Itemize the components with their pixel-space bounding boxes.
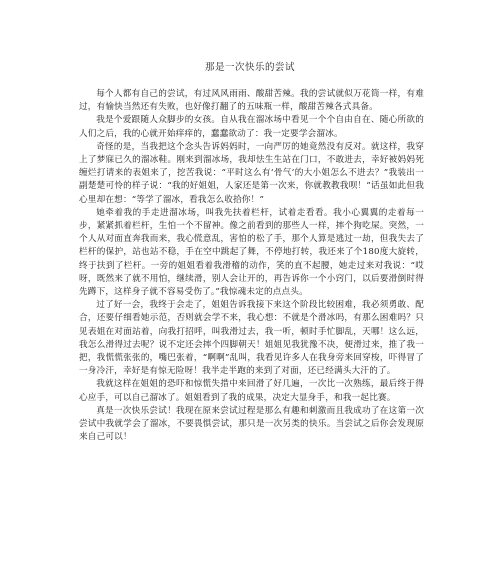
paragraph: 我是个爱跟随人众脚步的女孩。自从我在溜冰场中看见一个个自由自在、随心所欲的人们之后，我的心就开始痒痒的，蠢蠢欲动了：我一定要学会溜冰。	[79, 115, 424, 139]
paragraph: 每个人都有自己的尝试，有过风风雨雨、酸甜苦辣。我的尝试就似万花筒一样，有难过，有愉快当然还有失败，也好像打翻了的五味瓶一样，酸甜苦辣各式具备。	[79, 89, 424, 113]
paragraph: 她牵着我的手走进溜冰场，叫我先扶着栏杆，试着走看看。我小心翼翼的走着每一步，紧紧抓着栏杆，生怕一个不留神。像之前看到的那些人一样，摔个狗吃屎。突然，一个人从对面直奔我而来，我心慌意乱，害怕的松了手，那个人算是逃过一劫，但我失去了栏杆的保护，站也站不稳，手在空中跳起了舞，不停地打转，我还来了个180度大旋转，终于扶到了栏杆。一旁的姐姐看着我滑稽的动作，笑的直不起腰，她走过来对我说：“哎呀，既然来了就不用怕，继续滑，别人会让开的，再告诉你一个小窍门，以后要滑倒时得先蹲下，这样身子就不容易受伤了。”我惊魂未定的点点头。	[79, 207, 424, 298]
document-title: 那是一次快乐的尝试	[204, 62, 295, 73]
paragraph: 过了好一会，我终于会走了，姐姐告诉我接下来这个阶段比较困难，我必须勇敢、配合，还要仔细看她示范，否则就会学不来，我心想：不就是个滑冰吗，有那么困难吗？只见表姐在对面站着，向我打招呼，叫我滑过去，我一听，顿时手忙脚乱，天哪！这么远，我怎么滑得过去呢？说不定还会摔个四脚朝天！姐姐见我犹豫不决，便滑过来，推了我一把，我慌慌张张的，嘴巴张着，“啊啊”乱叫，我看见许多人在我身旁来回穿梭，吓得冒了一身冷汗，幸好是有惊无险呀！我半走半跑的来到了对面，还已经满头大汗的了。	[79, 300, 424, 377]
paragraph: 奇怪的是，当我把这个念头告诉妈妈时，一向严厉的她竟然没有反对。就这样，我穿上了梦寐已久的溜冰鞋。刚来到溜冰场，我却怯生生站在门口，不敢进去，幸好被妈妈死缠烂打请来的表姐来了，挖苦我说：“平时这么有‘骨气’的大小姐怎么不进去？”我装出一副楚楚可怜的样子说：“我的好姐姐，人家还是第一次来，你就教教我呗！”话虽如此但我心里却在想：“等学了溜冰，看我怎么收拾你！”	[79, 141, 424, 205]
paragraph: 真是一次快乐尝试！我现在原来尝试过程是那么有趣和刺激而且我成功了在这第一次尝试中我就学会了溜冰，不要畏惧尝试，那只是一次另类的快乐。当尝试之后你会发现原来自己可以！	[79, 405, 424, 443]
document-body	[79, 88, 424, 444]
paragraph: 我就这样在姐姐的恐吓和惊慌失措中来回滑了好几遍，一次比一次熟练，最后终于得心应手，可以自己溜冰了。姐姐看到了我的成果，决定大显身手，和我一起比赛。	[79, 379, 424, 403]
